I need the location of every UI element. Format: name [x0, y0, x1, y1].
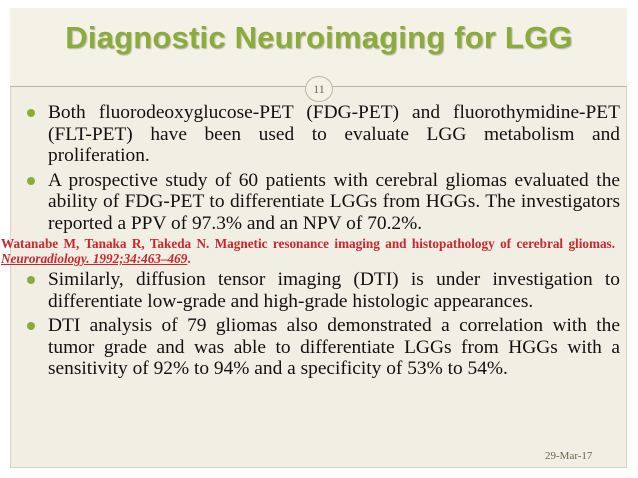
bullet-item	[27, 102, 620, 167]
reference-citation	[1, 236, 615, 266]
bullet-dot-icon	[27, 322, 35, 330]
citation-end: .	[187, 251, 191, 266]
bullet-text: DTI analysis of 79 gliomas also demonstrated a correlation with the tumor grade and was able to differentiate LGGs from HGGs with a sensitivity of 92% to 94% and a specificity of 53% to 54%.	[48, 315, 620, 379]
slide-title: Diagnostic Neuroimaging for LGG	[65, 20, 573, 55]
bullet-dot-icon	[27, 177, 35, 185]
citation-journal-link[interactable]: Neuroradiology. 1992;34:463–469	[1, 251, 188, 266]
bullet-text: A prospective study of 60 patients with cerebral gliomas evaluated the ability of FDG-PET to differentiate LGGs from HGGs. The investigators reported a PPV of 97.3% and an NPV of 70.2%.	[48, 169, 620, 234]
bullet-text: Similarly, diffusion tensor imaging (DTI) is under investigation to differentiate low-grade and high-grade histologic appearances.	[48, 269, 620, 312]
bullet-dot-icon	[27, 109, 35, 117]
bullet-item	[27, 269, 620, 312]
slide-content	[1, 102, 620, 380]
bullet-text: Both fluorodeoxyglucose-PET (FDG-PET) and fluorothymidine-PET (FLT-PET) have been used to evaluate LGG metabolism and proliferation.	[48, 102, 620, 166]
bullet-item	[27, 315, 620, 380]
slide-date: 29-Mar-17	[545, 450, 593, 462]
page-number-badge: 11	[305, 76, 333, 102]
citation-text: Watanabe M, Tanaka R, Takeda N. Magnetic resonance imaging and histopathology of cerebral gliomas.	[1, 236, 615, 251]
bullet-item	[27, 170, 620, 235]
bullet-dot-icon	[27, 276, 35, 284]
